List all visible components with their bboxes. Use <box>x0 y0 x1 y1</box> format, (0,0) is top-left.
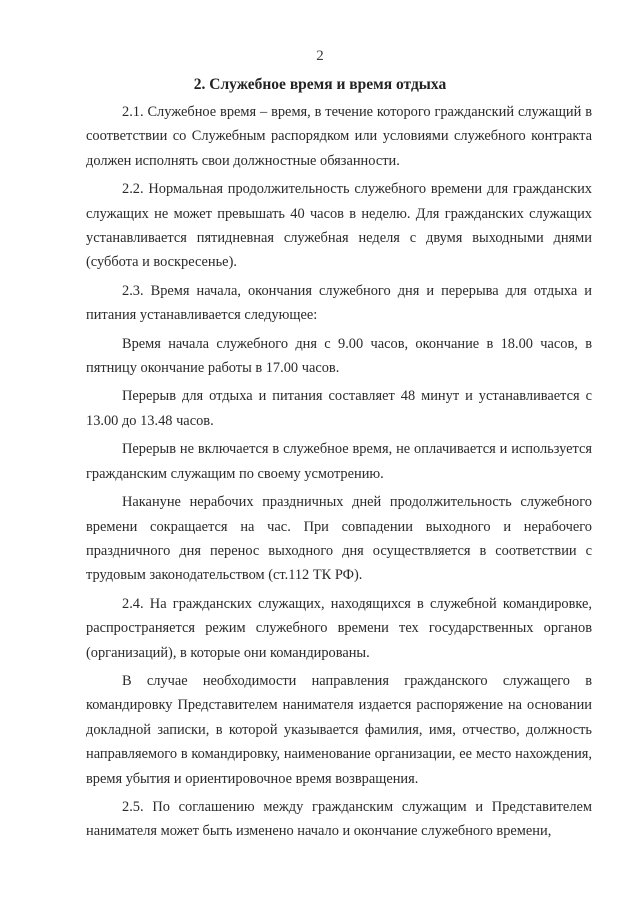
paragraph-break-not-paid: Перерыв не включается в служебное время, не оплачивается и используется гражданским служащим по своему усмотрению. <box>86 441 592 482</box>
document-body <box>86 100 592 844</box>
paragraph-2-2: 2.2. Нормальная продолжительность служебного времени для гражданских служащих не может превышать 40 часов в неделю. Для гражданских служащих устанавливается пятидневная служебная неделя с двумя выходными днями (суббота и воскресенье). <box>86 181 592 271</box>
paragraph-2-5: 2.5. По соглашению между гражданским служащим и Представителем нанимателя может быть изменено начало и окончание служебного времени, <box>86 798 592 840</box>
paragraph-business-trip-order: В случае необходимости направления гражданского служащего в командировку Представителем нанимателя издается распоряжение на основании докладной записки, в которой указывается фамилия, имя, отчество, должность направляемого в командировку, наименование организации, ее место нахождения, время убытия и ориентировочное время возвращения. <box>86 672 592 787</box>
section-heading: 2. Служебное время и время отдыха <box>193 76 447 93</box>
paragraph-pre-holiday: Накануне нерабочих праздничных дней продолжительность служебного времени сокращается на час. При совпадении выходного и нерабочего праздничного дня перенос выходного дня осуществляется в соответствии с трудовым законодательством (ст.112 ТК РФ). <box>86 494 592 584</box>
paragraph-lunch-break: Перерыв для отдыха и питания составляет 48 минут и устанавливается с 13.00 до 13.48 часов. <box>86 388 592 429</box>
paragraph-work-hours: Время начала служебного дня с 9.00 часов, окончание в 18.00 часов, в пятницу окончание работы в 17.00 часов. <box>86 335 592 377</box>
paragraph-2-4: 2.4. На гражданских служащих, находящихся в служебной командировке, распространяется режим служебного времени тех государственных органов (организаций), в которые они командированы. <box>86 595 592 661</box>
paragraph-2-3: 2.3. Время начала, окончания служебного дня и перерыва для отдыха и питания устанавливается следующее: <box>86 282 592 324</box>
page-number: 2 <box>316 48 324 64</box>
paragraph-2-1: 2.1. Служебное время – время, в течение которого гражданский служащий в соответствии со Служебным распорядком или условиями служебного контракта должен исполнять свои должностные обязанности. <box>86 104 592 169</box>
